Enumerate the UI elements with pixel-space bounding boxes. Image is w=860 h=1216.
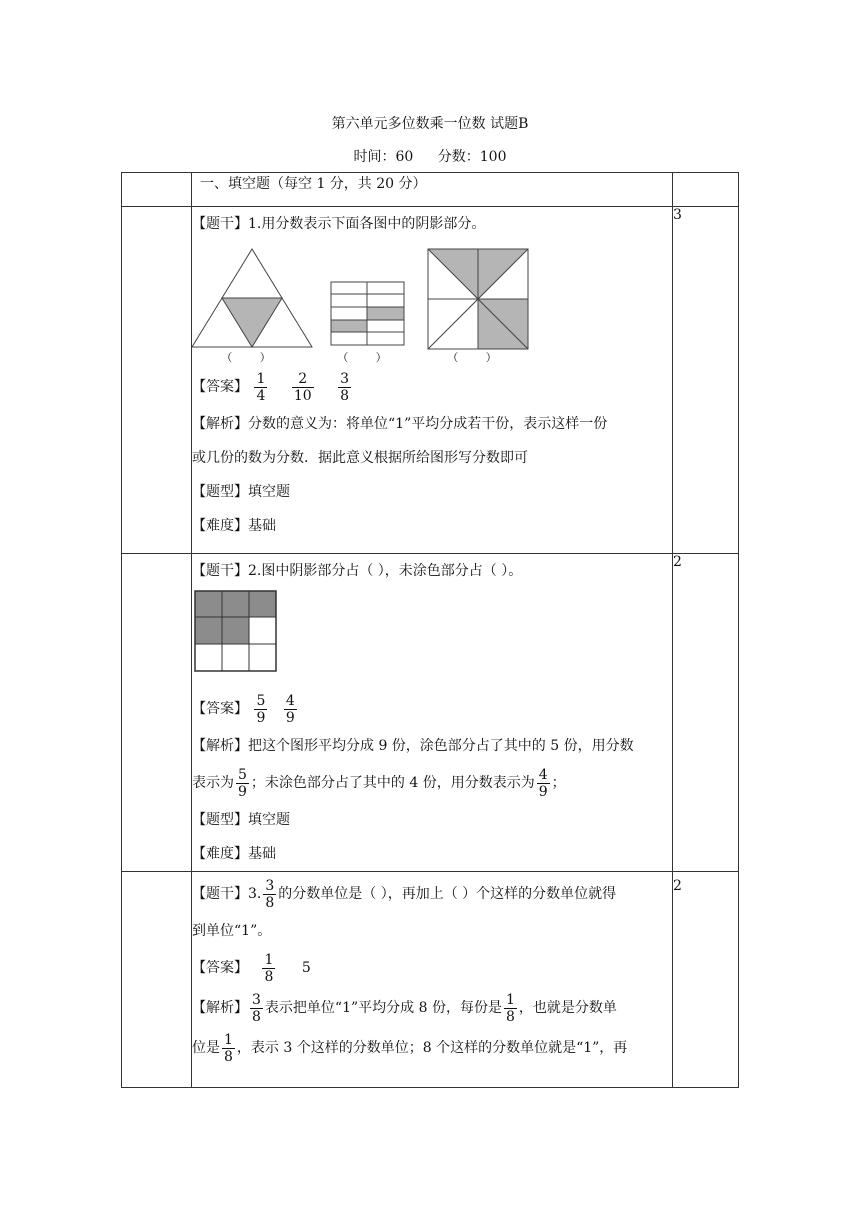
q1-caption-2: （ ）: [337, 351, 399, 364]
blank-cell: [122, 173, 192, 207]
exam-time: 时间：60: [353, 149, 414, 165]
q2-analysis-line-2: 表示为 $\frac{5}{9}$ ；未涂色部分占了其中的 4 份，用分数表示为 $\frac{4}{9}$ ；: [192, 766, 566, 800]
blank-cell: [122, 554, 192, 872]
question-row-3: [122, 872, 739, 1088]
q1-score: 3: [673, 207, 739, 554]
answer-tag: 【答案】: [192, 701, 248, 717]
type-tag: 【题型】: [192, 484, 248, 500]
q1-caption-3: （ ）: [447, 351, 509, 364]
q2-analysis-frac-1: $\frac{5}{9}$: [238, 766, 247, 800]
q2-answer-frac-1: $\frac{5}{9}$: [256, 692, 266, 726]
answer-tag: 【答案】: [192, 960, 248, 976]
q3-stem-frac: $\frac{3}{8}$: [265, 877, 275, 911]
q2-answer-line: [192, 689, 672, 729]
question-row-1: [122, 207, 739, 554]
q1-difficulty-line: 【难度】基础: [192, 518, 276, 534]
page-title: 第六单元多位数乘一位数 试题B: [331, 116, 529, 132]
type-tag: 【题型】: [192, 812, 248, 828]
q2-difficulty-line: 【难度】基础: [192, 846, 276, 862]
section-header-row: [122, 173, 739, 207]
answer-tag: 【答案】: [192, 379, 248, 395]
q3-analysis-frac-3: $\frac{1}{8}$: [224, 1031, 233, 1065]
q1-answer-frac-3: $\frac{3}{8}$: [340, 370, 350, 404]
difficulty-tag: 【难度】: [192, 518, 248, 534]
analysis-tag: 【解析】: [192, 738, 248, 754]
question-body-1: [192, 207, 673, 554]
blank-cell: [122, 207, 192, 554]
q2-analysis-line-1: 【解析】把这个图形平均分成 9 份，涂色部分占了其中的 5 份，用分数: [192, 738, 634, 754]
grid-diagram: [194, 590, 278, 672]
question-body-3: [192, 872, 673, 1088]
q1-answer-frac-2: $\frac{2}{10}$: [293, 370, 312, 404]
section-label: 一、填空题（每空 1 分，共 20 分）: [192, 173, 673, 207]
q3-score: 2: [673, 872, 739, 1088]
q3-analysis-line-2: 位是 $\frac{1}{8}$ ，表示 3 个这样的分数单位；8 个这样的分数单位就是“1”，再: [192, 1031, 628, 1065]
question-row-2: [122, 554, 739, 872]
q3-answer-frac: $\frac{1}{8}$: [264, 951, 274, 985]
q1-figures: [190, 245, 672, 365]
q2-score: 2: [673, 554, 739, 872]
question-table: [121, 172, 739, 1088]
q3-answer-line: [192, 948, 672, 988]
exam-info: [0, 146, 860, 166]
q1-answer-frac-1: $\frac{1}{4}$: [256, 370, 266, 404]
stem-tag: 【题干】: [192, 216, 248, 232]
q3-analysis-frac-2: $\frac{1}{8}$: [505, 991, 515, 1025]
q3-answer-num: 5: [301, 960, 311, 976]
square-diagram: [426, 247, 530, 351]
q2-analysis-frac-2: $\frac{4}{9}$: [538, 766, 548, 800]
q1-analysis-line-2: 或几份的数为分数．据此意义根据所给图形写分数即可: [192, 450, 528, 466]
q3-analysis-frac-1: $\frac{3}{8}$: [252, 991, 261, 1025]
q1-stem-line: [192, 207, 672, 241]
blank-cell: [122, 872, 192, 1088]
q3-stem-line: 【题干】3. $\frac{3}{8}$ 的分数单位是（ ），再加上（ ）个这样的分数单位就得: [192, 877, 617, 911]
q1-type-line: 【题型】填空题: [192, 484, 290, 500]
analysis-tag: 【解析】: [192, 1000, 248, 1016]
q2-figure: [194, 590, 672, 685]
blank-cell: [673, 173, 739, 207]
stem-tag: 【题干】: [192, 886, 248, 902]
analysis-tag: 【解析】: [192, 416, 248, 432]
difficulty-tag: 【难度】: [192, 846, 248, 862]
question-body-2: [192, 554, 673, 872]
q1-stem: 1.用分数表示下面各图中的阴影部分。: [248, 216, 486, 232]
q1-analysis-line-1: 【解析】分数的意义为：将单位“1”平均分成若干份，表示这样一份: [192, 416, 608, 432]
q1-caption-1: （ ）: [221, 351, 283, 364]
q3-analysis-line-1: 【解析】 $\frac{3}{8}$ 表示把单位“1”平均分成 8 份，每份是 $\frac{1}{8}$ ，也就是分数单: [192, 991, 617, 1025]
striped-rectangle-diagram: [330, 281, 406, 351]
q2-stem-line: 【题干】2.图中阴影部分占（ ），未涂色部分占（ ）。: [192, 563, 523, 579]
exam-score: 分数：100: [437, 149, 507, 165]
q1-triangle-figure: [190, 247, 314, 365]
q1-square-figure: [426, 247, 530, 365]
q2-type-line: 【题型】填空题: [192, 812, 290, 828]
stem-tag: 【题干】: [192, 563, 248, 579]
triangle-diagram: [190, 247, 314, 351]
q1-rect-figure: [330, 281, 406, 365]
q1-answer-line: [192, 367, 672, 407]
q2-answer-frac-2: $\frac{4}{9}$: [285, 692, 295, 726]
q3-stem-line-2: 到单位“1”。: [192, 923, 272, 939]
